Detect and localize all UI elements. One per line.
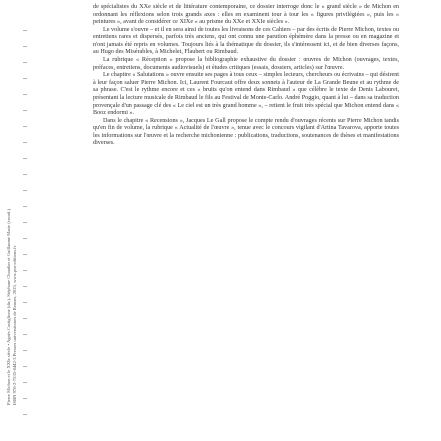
margin-tick	[23, 62, 27, 63]
margin-tick	[23, 190, 27, 191]
margin-tick	[23, 94, 27, 95]
margin-tick	[23, 318, 27, 319]
margin-tick	[23, 78, 27, 79]
margin-tick	[23, 350, 27, 351]
margin-tick	[23, 174, 27, 175]
margin-tick	[23, 254, 27, 255]
margin-tick	[23, 334, 27, 335]
margin-tick	[23, 382, 27, 383]
margin-tick	[23, 414, 27, 415]
spine-title-line: Pierre Michon et le XXIe siècle • Agnès Castiglione (dir.), Stéphane Chaudier et Guillaume Marie (coord.)	[6, 208, 11, 405]
margin-tick	[23, 126, 27, 127]
margin-tick	[23, 286, 27, 287]
paragraph-salutations: Le chapitre « Salutations » ouvre ensuite ses pages à tous ceux – simples lecteurs, chercheurs ou écrivains – qui désirent à leur façon saluer Pierre Michon. Ici, Laurent Fourcaut offre deux sonnets à l'auteur de La Grande Beune et au rythme de sa phrase. C'est le rythme encore et ces « bruits qu'on entend dans Rimbaud » que célèbre le texte de Denis Labouret, présentant la lecture musicale de Rimbaud le fils au Festival de Monte-Carlo. André Poggio, quant à lui – dans sa traduction provençale d'un passage clé des « Le ciel est un très grand homme », – retient le fruit très spécial que Michon entend dans « Booz endormi ».	[93, 72, 399, 117]
spine-text	[6, 105, 18, 405]
paragraph-reception: La rubrique « Réception » propose la bibliographie exhaustive du dossier : œuvres de Michon (ouvrages, textes, préfaces, entretiens, documents audiovisuels) et études critiques (essais, dossiers, articles) sur l'œuvre.	[93, 57, 399, 71]
margin-tick	[23, 270, 27, 271]
margin-tick	[23, 398, 27, 399]
margin-tick	[23, 222, 27, 223]
margin-tick	[23, 206, 27, 207]
margin-tick	[23, 158, 27, 159]
margin-tick-marks	[23, 20, 27, 430]
spine-isbn-line: ISBN 978-2-7535-8442-3 Presses universitaires de Rennes, 2023, www.pur-editions.fr	[12, 245, 17, 405]
paragraph-recensions: Dans le chapitre « Recensions », Jacques Le Gall propose le compte rendu d'ouvrages récents sur Pierre Michon tandis qu'en fin de volume, la rubrique « Actualité de l'œuvre », tenue avec le concours vigilant d'Artina Tavarova, apporte toutes les informations sur l'œuvre et la recherche michonienne : publications, traductions, soutenances de thèses et manifestations diverses.	[93, 117, 399, 147]
margin-tick	[23, 110, 27, 111]
margin-tick	[23, 142, 27, 143]
margin-tick	[23, 302, 27, 303]
body-text	[93, 4, 399, 148]
paragraph-intro: de spécialistes du XXe siècle et de littérature contemporaine, ce dossier interroge donc le « grand siècle » de Michon en ordonnant les réflexions selon trois grands axes : elles en examinent tour à tour les « figures privilégiées », puis les « peintures », avant de considérer ce XIXe « au prisme du XXe et XXIe siècles ».	[93, 4, 399, 26]
margin-tick	[23, 238, 27, 239]
margin-tick	[23, 46, 27, 47]
margin-tick	[23, 366, 27, 367]
margin-tick	[23, 30, 27, 31]
paragraph-volume-opening: Le volume s'ouvre – et il en sera ainsi de toutes les livraisons de ces Cahiers – par des écrits de Pierre Michon, textes ou entretiens rares et dispersés, parfois très anciens, qui ont connu une parution éphémère dans la presse ou en magazine et n'ont jamais été repris en volumes. Toujours liés à la thématique du dossier, ils s'intéressent ici, et de bien diverses façons, au Hugo des Misérables, à Michelet, Flaubert ou Rimbaud.	[93, 26, 399, 56]
spine-copyright-notice	[6, 105, 36, 405]
